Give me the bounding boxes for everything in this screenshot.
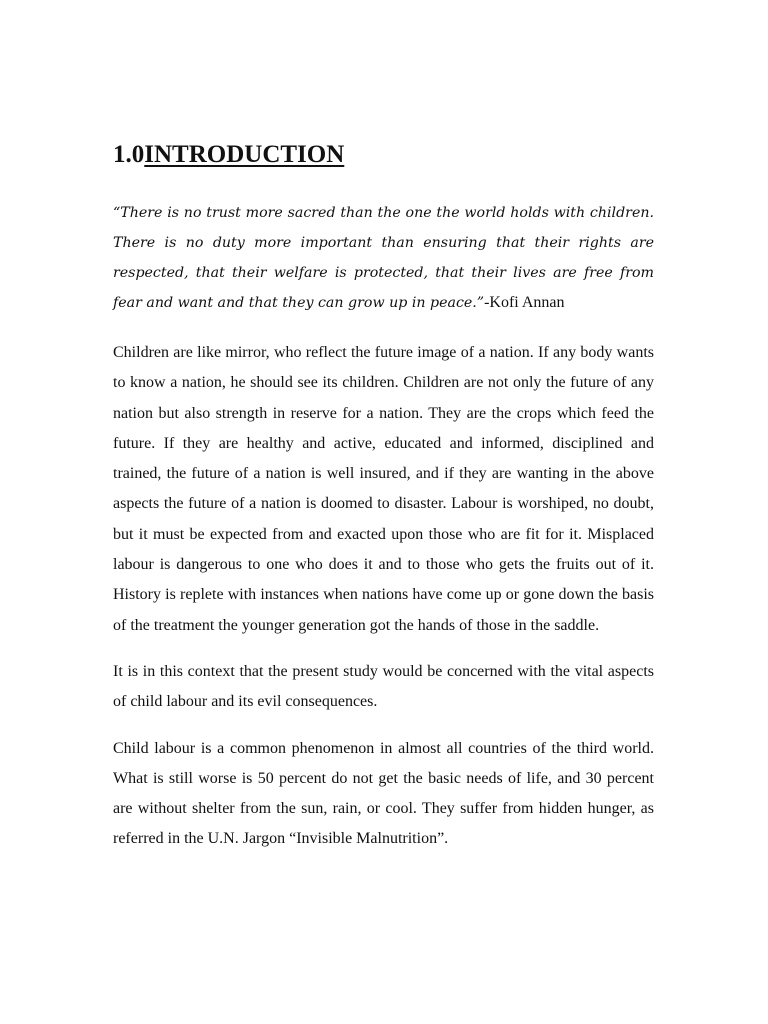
paragraph-3: Child labour is a common phenomenon in almost all countries of the third world. What is still worse is 50 percent do not get the basic needs of life, and 30 percent are without shelter from the sun, rain, or cool. They suffer from hidden hunger, as referred in the U.N. Jargon “Invisible Malnutrition”. (113, 739, 654, 848)
heading-number: 1.0 (113, 141, 145, 168)
epigraph (113, 198, 654, 318)
document-page (113, 138, 654, 871)
quote-author: -Kofi Annan (484, 294, 565, 311)
section-heading (113, 138, 654, 172)
paragraph-1: Children are like mirror, who reflect the future image of a nation. If any body wants to know a nation, he should see its children. Children are not only the future of any nation but also strength in reserve for a nation. They are the crops which feed the future. If they are healthy and active, educated and informed, disciplined and trained, the future of a nation is well insured, and if they are wanting in the above aspects the future of a nation is doomed to disaster. Labour is worshiped, no doubt, but it must be expected from and exacted upon those who are fit for it. Misplaced labour is dangerous to one who does it and to those who gets the fruits out of it. History is replete with instances when nations have come up or gone down the basis of the treatment the younger generation got the hands of those in the saddle. (113, 344, 654, 634)
heading-title: INTRODUCTION (144, 141, 345, 168)
quote-text: “There is no trust more sacred than the one the world holds with children. There is no duty more important than ensuring that their rights are respected, that their welfare is protected, that their lives are free from fear and want and that they can grow up in peace.” (113, 205, 654, 311)
paragraph-2: It is in this context that the present study would be concerned with the vital aspects of child labour and its evil consequences. (113, 662, 654, 711)
